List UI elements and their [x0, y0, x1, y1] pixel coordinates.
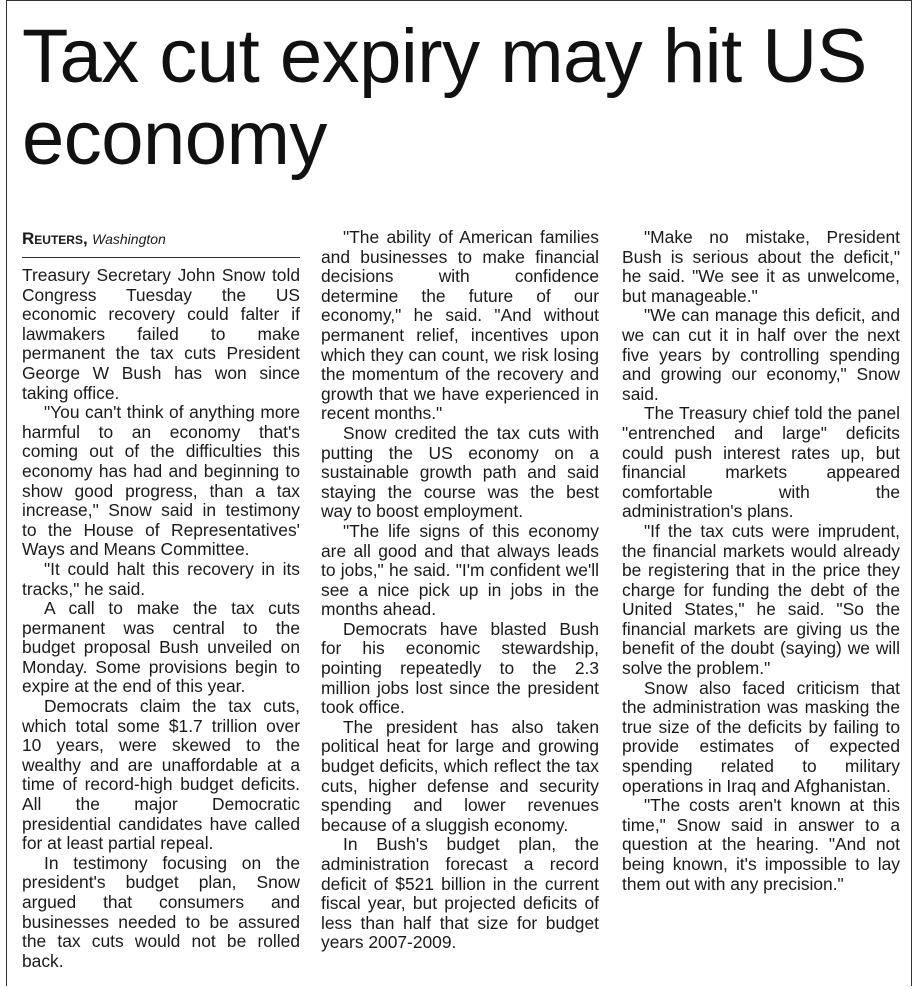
paragraph: "The ability of American families and businesses to make financial decisions with confidence determine the future of our economy," he said. "And without permanent relief, incentives upon which they can count, we risk losing the momentum of the recovery and growth that we have experienced in recent months." [321, 227, 599, 424]
paragraph: Snow credited the tax cuts with putting the US economy on a sustainable growth path and said staying the course was the best way to boost employment. [321, 422, 599, 522]
paragraph: "If the tax cuts were imprudent, the financial markets would already be registering that in the price they charge for funding the debt of the United States," he said. "So the financial markets are giving us the benefit of the doubt (saying) we will solve the problem." [622, 520, 900, 679]
paragraph: The president has also taken political heat for large and growing budget deficits, which reflect the tax cuts, higher defense and security spending and lower revenues because of a sluggish economy. [321, 716, 599, 835]
byline-agency: Reuters, [22, 229, 88, 248]
byline [22, 228, 300, 258]
paragraph: In Bush's budget plan, the administration forecast a record deficit of $521 billion in the current fiscal year, but projected deficits of less than half that size for budget years 2007-2009. [321, 834, 599, 953]
paragraph: In testimony focusing on the president's budget plan, Snow argued that consumers and businesses needed to be assured the tax cuts would not be rolled back. [22, 852, 300, 971]
byline-location: Washington [92, 231, 166, 247]
paragraph: Snow also faced criticism that the administration was masking the true size of the deficits by failing to provide estimates of expected spending related to military operations in Iraq and Afghanistan. [622, 677, 900, 796]
article-column-3 [622, 228, 900, 894]
paragraph: "The life signs of this economy are all good and that always leads to jobs," he said. "I'm confident we'll see a nice pick up in jobs in the months ahead. [321, 520, 599, 620]
paragraph: "We can manage this deficit, and we can cut it in half over the next five years by controlling spending and growing our economy," Snow said. [622, 305, 900, 404]
paragraph: Democrats have blasted Bush for his economic stewardship, pointing repeatedly to the 2.3 million jobs lost since the president took office. [321, 618, 599, 718]
paragraph: "The costs aren't known at this time," Snow said in answer to a question at the hearing. "And not being known, it's impossible to lay them out with any precision." [622, 795, 900, 894]
paragraph: "Make no mistake, President Bush is serious about the deficit," he said. "We see it as unwelcome, but manageable." [622, 227, 900, 306]
paragraph: Treasury Secretary John Snow told Congress Tuesday the US economic recovery could falter if lawmakers failed to make permanent the tax cuts President George W Bush has won since taking office. [22, 265, 300, 403]
article-column-2 [321, 228, 599, 953]
headline: Tax cut expiry may hit US economy [22, 14, 867, 181]
article-column-1 [22, 228, 300, 971]
paragraph: Democrats claim the tax cuts, which total some $1.7 trillion over 10 years, were skewed to the wealthy and are unaffordable at a time of record-high budget deficits. All the major Democratic presidential candidates have called for at least partial repeal. [22, 696, 300, 854]
paragraph: "You can't think of anything more harmful to an economy that's coming out of the difficulties this economy has had and beginning to show good progress, than a tax increase," Snow said in testimony to the House of Representatives' Ways and Means Committee. [22, 402, 300, 560]
paragraph: A call to make the tax cuts permanent was central to the budget proposal Bush unveiled on Monday. Some provisions begin to expire at the end of this year. [22, 598, 300, 697]
paragraph: "It could halt this recovery in its tracks," he said. [22, 558, 300, 599]
paragraph: The Treasury chief told the panel "entrenched and large" deficits could push interest rates up, but financial markets appeared comfortable with the administration's plans. [622, 403, 900, 522]
